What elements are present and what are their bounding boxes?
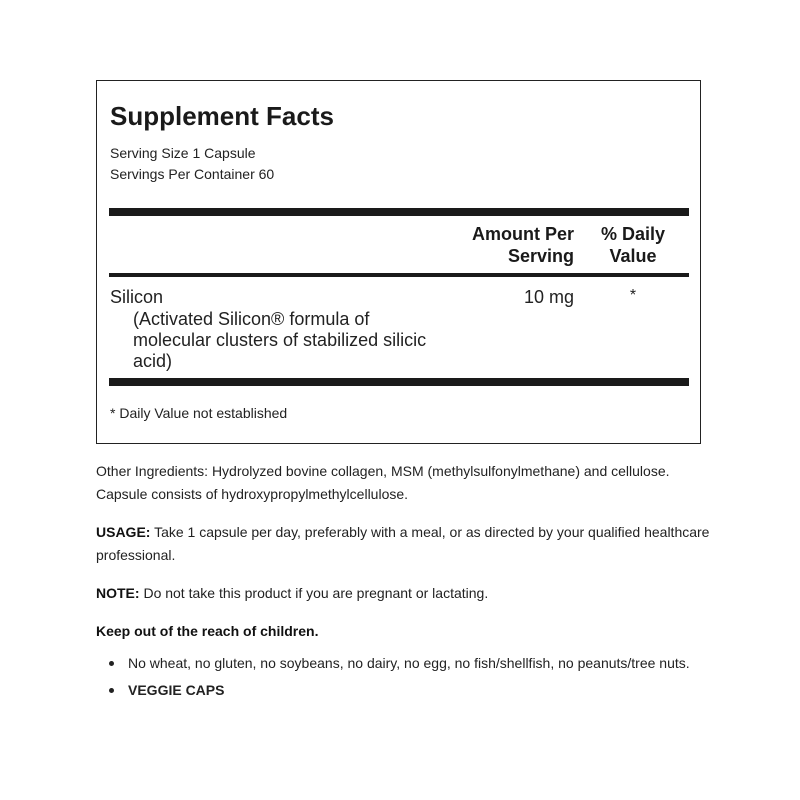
note-paragraph [96, 582, 716, 605]
header-divider [109, 273, 689, 277]
daily-value-header: % Daily Value [600, 224, 666, 266]
nutrient-description: (Activated Silicon® formula of molecular clusters of stabilized silicic acid) [133, 309, 427, 371]
amount-per-serving-header: Amount Per Serving [471, 224, 574, 266]
facts-title: Supplement Facts [110, 101, 334, 131]
thick-divider [109, 208, 689, 216]
bullet-icon [109, 661, 114, 666]
usage-text: Take 1 capsule per day, preferably with a meal, or as directed by your qualified healthcare professional. [96, 524, 710, 563]
nutrient-amount: 10 mg [523, 287, 574, 307]
usage-paragraph [96, 521, 716, 567]
servings-per-container: Servings Per Container 60 [110, 166, 275, 182]
nutrient-name: Silicon [110, 287, 164, 307]
allergen-list [96, 654, 716, 708]
usage-label: USAGE: [96, 524, 151, 540]
list-item: No wheat, no gluten, no soybeans, no dairy, no egg, no fish/shellfish, no peanuts/tree nuts. [96, 654, 716, 673]
nutrient-daily-value: * [629, 287, 637, 304]
other-ingredients: Other Ingredients: Hydrolyzed bovine collagen, MSM (methylsulfonylmethane) and cellulose. Capsule consists of hydroxypropylmethylcellulose. [96, 463, 670, 502]
list-item: VEGGIE CAPS [96, 681, 716, 700]
note-label: NOTE: [96, 585, 140, 601]
serving-size: Serving Size 1 Capsule [110, 145, 256, 161]
bottom-thick-divider [109, 378, 689, 386]
supplement-facts-panel [96, 80, 701, 444]
keep-out-warning: Keep out of the reach of children. [96, 623, 319, 639]
bullet-icon [109, 688, 114, 693]
note-text: Do not take this product if you are pregnant or lactating. [139, 585, 489, 601]
daily-value-footnote: * Daily Value not established [110, 405, 288, 421]
